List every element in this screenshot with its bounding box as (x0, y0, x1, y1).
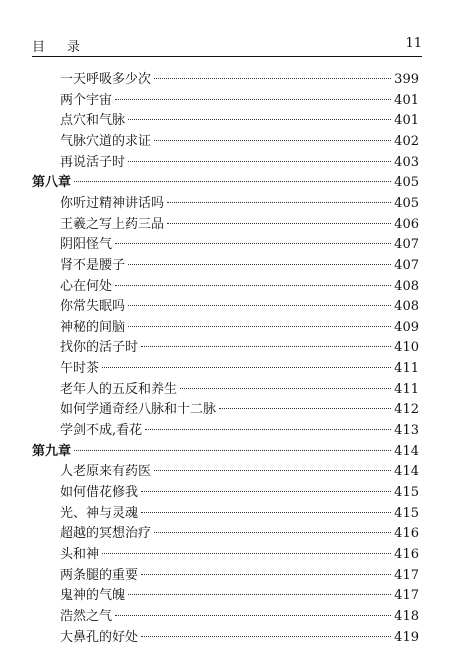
toc-entry-title: 浩然之气 (60, 608, 113, 624)
dot-leader (145, 429, 391, 430)
toc-entry[interactable] (60, 338, 419, 358)
dot-leader (141, 512, 391, 513)
dot-leader (154, 532, 391, 533)
dot-leader (167, 202, 391, 203)
dot-leader (167, 223, 391, 224)
toc-entry[interactable] (60, 111, 419, 131)
header-title-char-2: 录 (67, 40, 81, 55)
dot-leader (115, 243, 391, 244)
dot-leader (180, 388, 391, 389)
dot-leader (128, 161, 391, 162)
toc-entry[interactable] (60, 421, 419, 441)
toc-entry-page-number: 416 (394, 526, 419, 542)
toc-entry-title: 气脉穴道的求证 (60, 133, 152, 149)
toc-entry[interactable] (60, 483, 419, 503)
toc-entry-title: 你听过精神讲话吗 (60, 195, 165, 211)
toc-entry[interactable] (60, 628, 419, 648)
toc-entry-title: 点穴和气脉 (60, 113, 126, 129)
dot-leader (154, 140, 391, 141)
dot-leader (141, 574, 391, 575)
toc-entry-title: 鬼神的气魄 (60, 588, 126, 604)
toc-entry-page-number: 408 (394, 278, 419, 294)
toc-entry-page-number: 405 (394, 175, 419, 191)
toc-entry-title: 两条腿的重要 (60, 567, 139, 583)
toc-entry[interactable] (60, 215, 419, 235)
toc-entry-page-number: 408 (394, 299, 419, 315)
toc-entry-title: 如何学通奇经八脉和十二脉 (60, 402, 217, 418)
toc-entry-page-number: 415 (394, 485, 419, 500)
dot-leader (141, 491, 391, 492)
toc-entry[interactable] (60, 235, 419, 255)
toc-entry-title: 肾不是腰子 (60, 257, 126, 273)
toc-entry[interactable] (60, 132, 419, 152)
toc-entry[interactable] (60, 277, 419, 297)
toc-entry-title: 一天呼吸多少次 (60, 72, 152, 87)
toc-entry-page-number: 411 (394, 381, 419, 397)
toc-entry-title: 再说活子时 (60, 154, 126, 170)
dot-leader (128, 119, 391, 120)
toc-entry-page-number: 418 (394, 608, 419, 624)
toc-entry-title: 光、神与灵魂 (60, 505, 139, 521)
toc-entry-title: 第八章 (32, 175, 72, 191)
toc-entry-page-number: 402 (394, 133, 419, 149)
toc-entry-page-number: 413 (394, 423, 419, 439)
dot-leader (128, 326, 391, 327)
toc-entry[interactable] (60, 194, 419, 214)
toc-entry[interactable] (60, 70, 419, 90)
toc-entry-page-number: 407 (394, 237, 419, 253)
toc-entry[interactable] (60, 318, 419, 338)
dot-leader (102, 367, 391, 368)
toc-entry[interactable] (60, 153, 419, 173)
dot-leader (115, 99, 391, 100)
dot-leader (102, 553, 391, 554)
toc-entry[interactable] (60, 607, 419, 627)
dot-leader (154, 78, 391, 79)
toc-entry[interactable] (60, 462, 419, 482)
toc-entry-page-number: 414 (394, 464, 419, 480)
toc-entry-page-number: 401 (394, 92, 419, 108)
dot-leader (74, 181, 391, 182)
toc-entry[interactable] (60, 586, 419, 606)
toc-entry-page-number: 411 (394, 361, 419, 377)
toc-entry[interactable] (60, 256, 419, 276)
toc-entry-page-number: 403 (394, 154, 419, 170)
toc-entry-page-number: 415 (394, 505, 419, 521)
toc-entry-page-number: 406 (394, 216, 419, 232)
toc-entry-page-number: 405 (394, 195, 419, 211)
toc-entry-page-number: 417 (394, 567, 419, 583)
toc-entry-title: 两个宇宙 (60, 92, 113, 108)
toc-entry[interactable] (60, 91, 419, 111)
toc-entry-title: 学剑不成,看花 (60, 423, 143, 439)
toc-entry-page-number: 417 (394, 588, 419, 604)
dot-leader (154, 470, 391, 471)
header-page-number: 11 (405, 36, 422, 51)
toc-entry-title: 大鼻孔的好处 (60, 629, 139, 645)
toc-entry[interactable] (60, 504, 419, 524)
toc-entry[interactable] (60, 380, 419, 400)
toc-entry-title: 王羲之写上药三品 (60, 216, 165, 232)
toc-entry[interactable] (60, 566, 419, 586)
dot-leader (115, 615, 391, 616)
toc-entry-title: 头和神 (60, 546, 100, 562)
dot-leader (141, 346, 391, 347)
toc-entry[interactable] (60, 359, 419, 379)
toc-entry-title: 午时茶 (60, 361, 100, 377)
toc-chapter-entry[interactable] (32, 173, 419, 193)
toc-entry-title: 阴阳怪气 (60, 237, 113, 253)
toc-entry[interactable] (60, 297, 419, 317)
toc-entry[interactable] (60, 400, 419, 420)
toc-entry-title: 老年人的五反和养生 (60, 381, 178, 397)
toc-entry[interactable] (60, 545, 419, 565)
toc-entry-page-number: 414 (394, 443, 419, 459)
running-header (32, 34, 422, 57)
toc-entry-page-number: 407 (394, 257, 419, 273)
toc-entry-page-number: 410 (394, 340, 419, 356)
toc-entry-title: 超越的冥想治疗 (60, 526, 152, 542)
toc-entry-page-number: 409 (394, 319, 419, 335)
toc-entry-title: 你常失眠吗 (60, 299, 126, 315)
toc-entry-page-number: 399 (394, 72, 419, 87)
dot-leader (141, 636, 391, 637)
toc-entry-page-number: 416 (394, 546, 419, 562)
dot-leader (128, 264, 391, 265)
header-title (32, 36, 80, 55)
toc-entry-title: 神秘的间脑 (60, 319, 126, 335)
toc-chapter-entry[interactable] (32, 442, 419, 462)
toc-entry-page-number: 419 (394, 629, 419, 645)
dot-leader (128, 594, 391, 595)
toc-entry-title: 人老原来有药医 (60, 464, 152, 480)
dot-leader (115, 285, 391, 286)
header-title-char-1: 目 (32, 40, 46, 55)
toc-entry-page-number: 412 (394, 402, 419, 418)
toc-entry[interactable] (60, 524, 419, 544)
dot-leader (128, 305, 391, 306)
toc-entry-title: 心在何处 (60, 278, 113, 294)
dot-leader (219, 408, 391, 409)
toc-entry-page-number: 401 (394, 113, 419, 129)
dot-leader (74, 450, 391, 451)
toc-entry-title: 找你的活子时 (60, 340, 139, 356)
toc-entry-title: 如何借花修我 (60, 485, 139, 500)
toc-entry-title: 第九章 (32, 443, 72, 459)
